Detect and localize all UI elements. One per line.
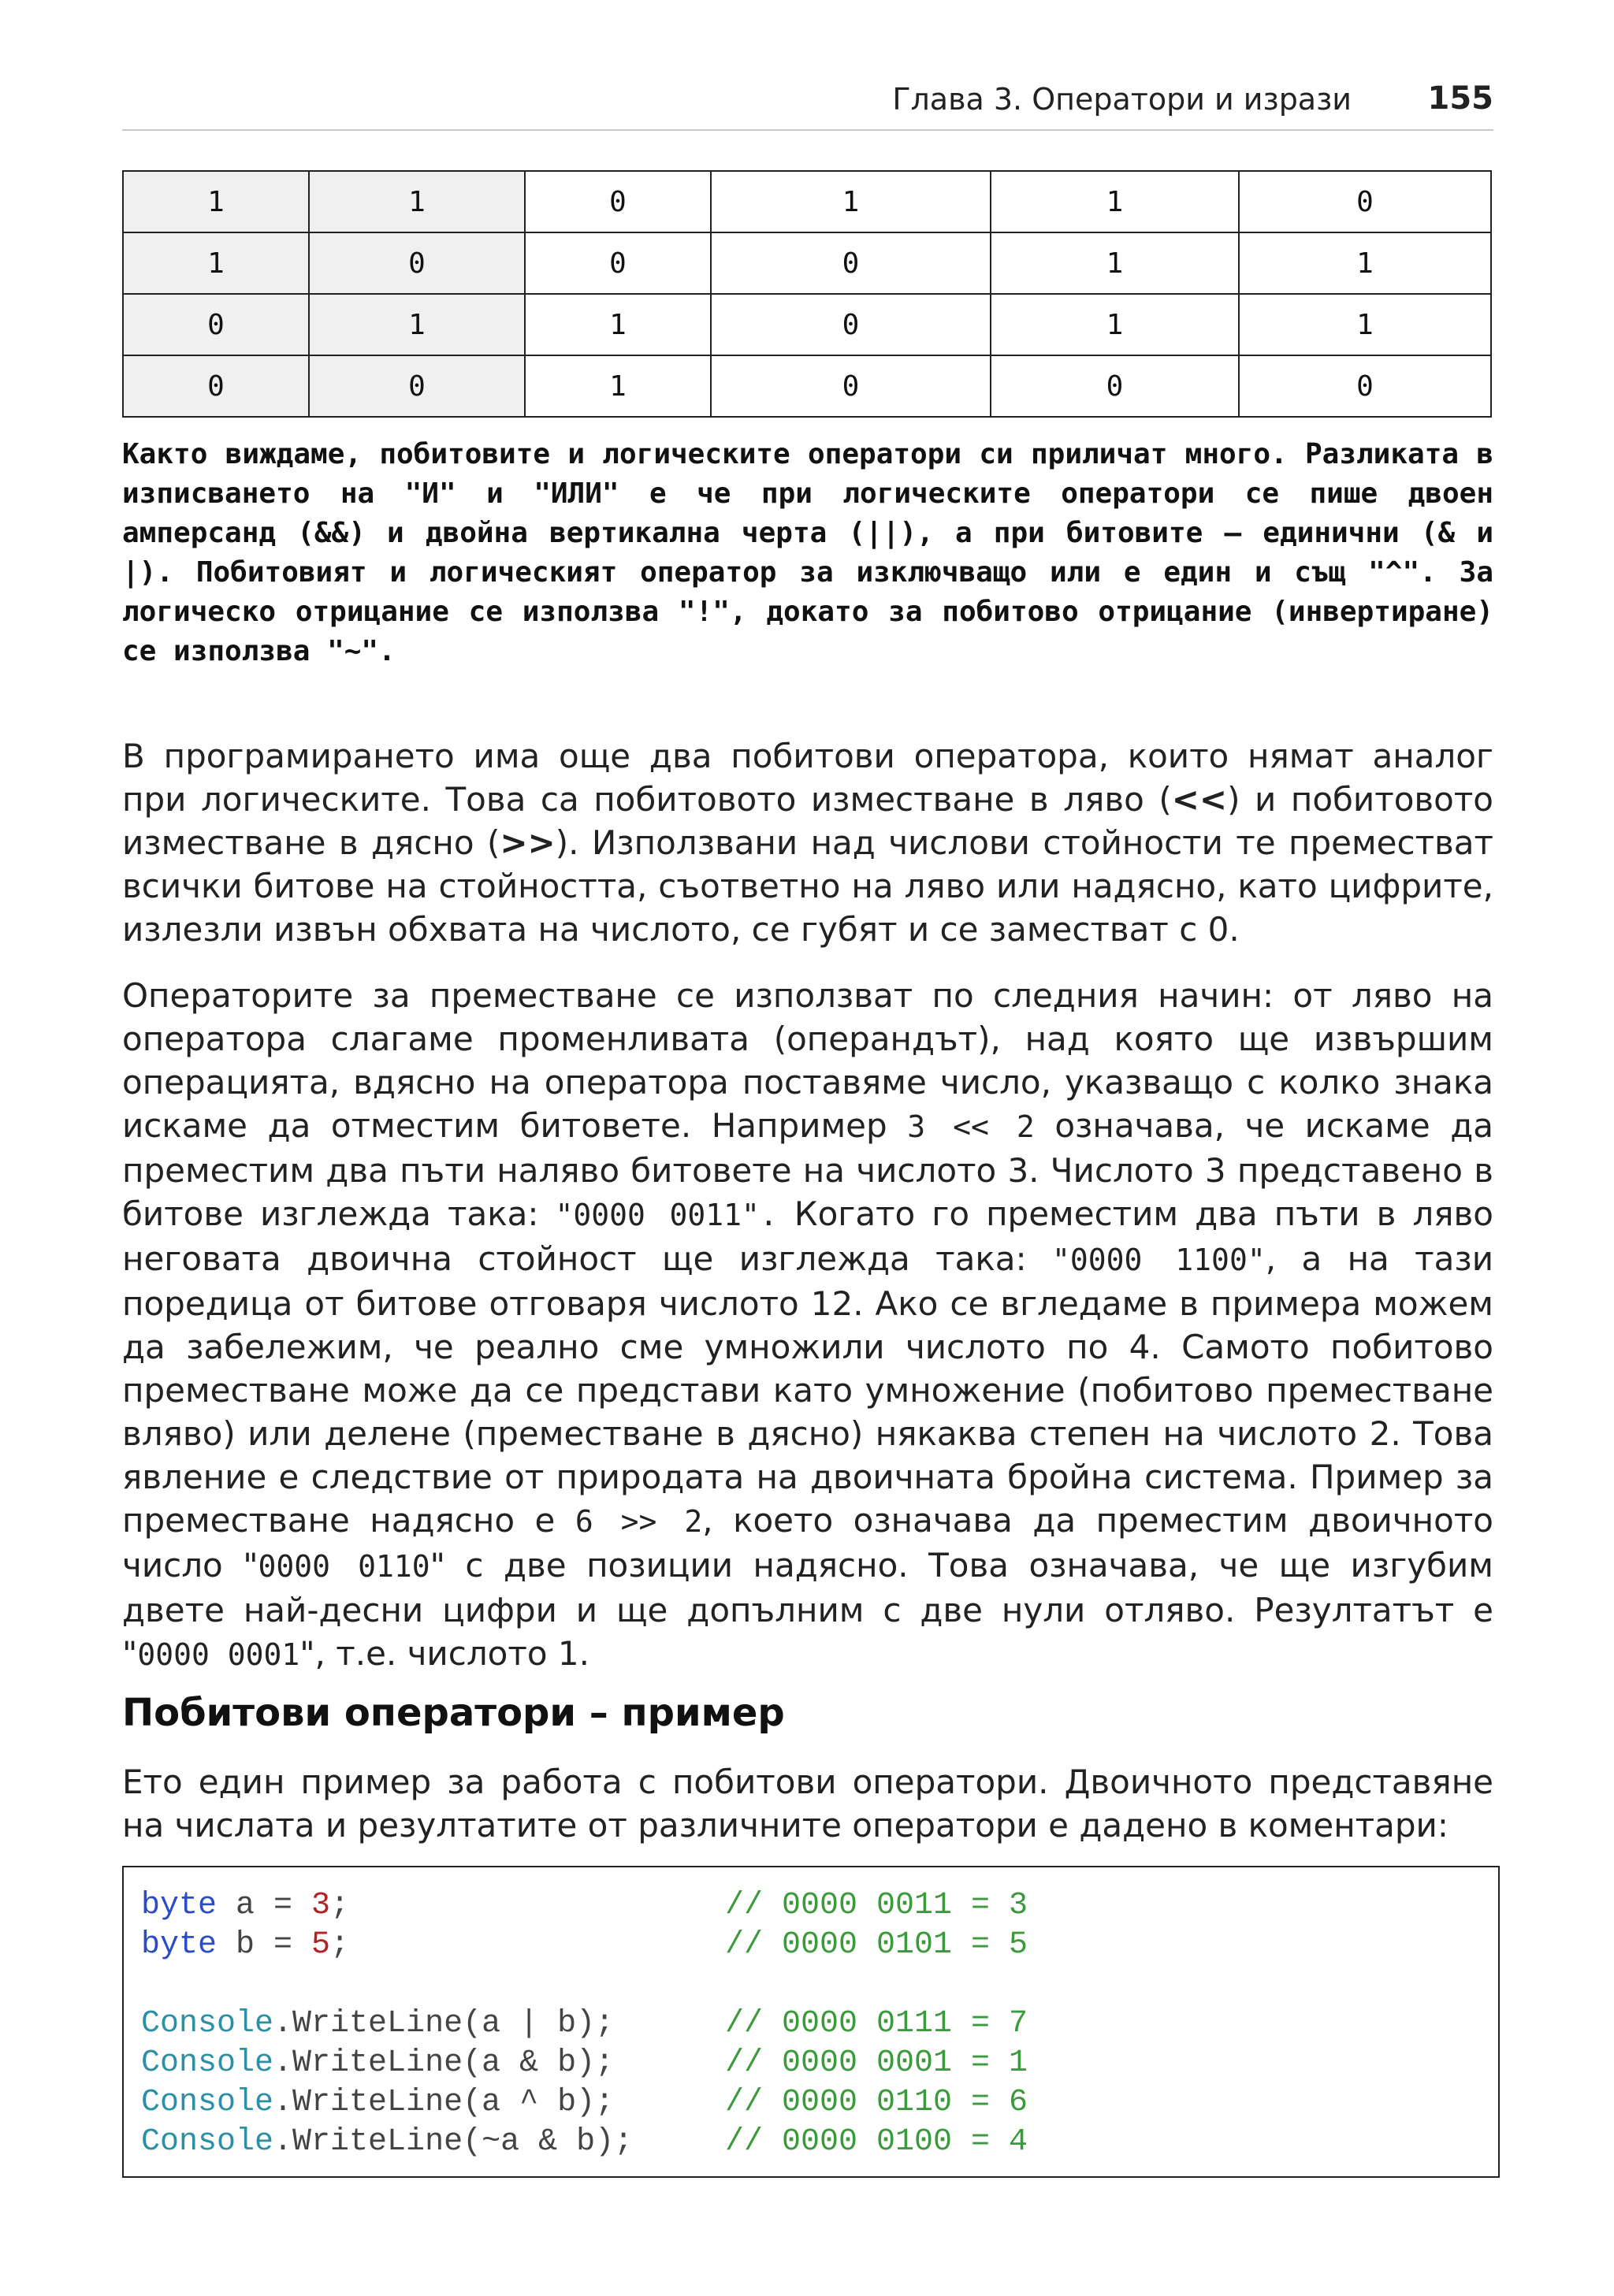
- table-cell: 0: [991, 355, 1239, 417]
- inline-code: "0000 1100": [1052, 1243, 1266, 1277]
- code-text: .WriteLine(a | b);: [273, 2006, 615, 2042]
- table-row: [123, 355, 1491, 417]
- class-name: Console: [141, 2085, 274, 2120]
- comparison-note: Както виждаме, побитовите и логическите оператори си приличат много. Разликата в изписването на "И" и "ИЛИ" е че при логическите оператори се пише двоен амперсанд (&&) и двойна вертикална черта (||), а при битовите – единични (& и |). Побитовият и логическият оператор за изключващо или е един и същ "^". За логическо отрицание се използва "!", докато за побитово отрицание (инвертиране) се използва "~".: [122, 438, 1493, 667]
- table-cell: 1: [123, 171, 309, 232]
- text-run: означава, че искаме да преместим два пъти наляво битовете на числото 3. Числото 3 представено в битове изглежда така:: [122, 1106, 1493, 1233]
- code-text: a =: [217, 1888, 312, 1923]
- class-name: Console: [141, 2124, 274, 2160]
- table-cell: 1: [309, 171, 525, 232]
- chapter-title: Глава 3. Оператори и изрази: [892, 82, 1352, 117]
- table-cell: 0: [309, 232, 525, 294]
- text-run: , а на тази поредица от битове отговаря числото 12. Ако се вгледаме в примера можем да забележим, че реално сме умножили числото по 4. Самото побитово преместване може да се представи като умножение (побитово преместване вляво) или делене (преместване в дясно) някаква степен на числото 2. Това явление е следствие от природата на двоичната бройна система. Пример за преместване надясно е: [122, 1239, 1493, 1540]
- text-run: Операторите за преместване се използват по следния начин: от ляво на оператора слагаме променливата (операндът), над която ще извършим операцията, вдясно на оператора поставяме число, указващо с колко знака искаме да отместим битовете. Например: [122, 976, 1493, 1145]
- number-literal: 3: [311, 1888, 331, 1923]
- class-name: Console: [141, 2006, 274, 2042]
- code-line: [141, 1886, 349, 1926]
- table-cell: 0: [309, 355, 525, 417]
- code-text: b =: [217, 1927, 312, 1963]
- class-name: Console: [141, 2045, 274, 2081]
- code-text: ;: [330, 1888, 350, 1923]
- code-listing: [122, 1866, 1500, 2178]
- operator-text: >>: [500, 823, 556, 862]
- inline-code: 3 << 2: [907, 1109, 1035, 1144]
- code-comment: // 0000 0011 = 3: [725, 1888, 1028, 1923]
- table-cell: 1: [711, 171, 991, 232]
- code-line: [141, 1926, 349, 1965]
- text-run: Когато го преместим два пъти в ляво неговата двоична стойност ще изглежда така:: [122, 1194, 1493, 1278]
- inline-code: "0000 0011".: [555, 1198, 778, 1232]
- text-run: , което означава да преместим двоичното число ": [122, 1501, 1493, 1585]
- keyword: byte: [141, 1927, 218, 1963]
- inline-code: 6 >> 2: [575, 1504, 703, 1539]
- table-cell: 0: [1239, 171, 1491, 232]
- text-run: В програмирането има още два побитови оператора, които нямат аналог при логическите. Това са побитовото изместване в ляво (: [122, 737, 1493, 819]
- table-cell: 0: [711, 232, 991, 294]
- text-run: " с две позиции надясно. Това означава, че ще изгубим двете най-десни цифри и ще допълним с две нули отляво. Резултатът е ": [122, 1546, 1493, 1673]
- table-cell: 0: [525, 171, 711, 232]
- code-line: [141, 2123, 633, 2162]
- text-run: ", т.е. числото 1.: [299, 1634, 589, 1673]
- operator-text: <<: [1171, 780, 1228, 819]
- section-heading: Побитови оператори – пример: [122, 1691, 785, 1735]
- code-text: ;: [330, 1927, 350, 1963]
- table-cell: 0: [525, 232, 711, 294]
- table-cell: 1: [525, 355, 711, 417]
- code-text: .WriteLine(~a & b);: [273, 2124, 634, 2160]
- code-line: [141, 2083, 614, 2123]
- code-line: [141, 2004, 614, 2044]
- table-cell: 1: [525, 294, 711, 355]
- code-comment: // 0000 0100 = 4: [725, 2124, 1028, 2160]
- table-cell: 0: [711, 355, 991, 417]
- code-comment: // 0000 0111 = 7: [725, 2006, 1028, 2042]
- table-cell: 0: [123, 294, 309, 355]
- code-comment: // 0000 0110 = 6: [725, 2085, 1028, 2120]
- table-cell: 0: [711, 294, 991, 355]
- text-run: ) и побитовото изместване в дясно (: [122, 780, 1494, 862]
- table-cell: 1: [991, 232, 1239, 294]
- table-cell: 1: [123, 232, 309, 294]
- code-text: .WriteLine(a & b);: [273, 2045, 615, 2081]
- text-run: ). Използвани над числови стойности те преместват всички битове на стойността, съответно на ляво или надясно, като цифрите, излезли извън обхвата на числото, се губят и се заместват с 0.: [122, 823, 1493, 949]
- keyword: byte: [141, 1888, 218, 1923]
- table-cell: 1: [309, 294, 525, 355]
- shift-usage-paragraph: [122, 974, 1493, 1677]
- number-literal: 5: [311, 1927, 331, 1963]
- inline-code: 0000 0110: [258, 1549, 430, 1584]
- code-text: .WriteLine(a ^ b);: [273, 2085, 615, 2120]
- code-comment: // 0000 0001 = 1: [725, 2045, 1028, 2081]
- table-cell: 0: [123, 355, 309, 417]
- code-line: [141, 2044, 614, 2083]
- table-row: [123, 294, 1491, 355]
- table-cell: 0: [1239, 355, 1491, 417]
- code-comment: // 0000 0101 = 5: [725, 1927, 1028, 1963]
- example-intro-paragraph: Ето един пример за работа с побитови оператори. Двоичното представяне на числата и резултатите от различните оператори е дадено в коментари:: [122, 1763, 1493, 1845]
- shift-operators-paragraph: [122, 734, 1493, 951]
- running-header: [122, 79, 1493, 131]
- table-cell: 1: [991, 294, 1239, 355]
- table-cell: 1: [1239, 294, 1491, 355]
- table-row: [123, 171, 1491, 232]
- inline-code: 0000 0001: [137, 1637, 300, 1672]
- table-cell: 1: [1239, 232, 1491, 294]
- page-number: 155: [1427, 80, 1493, 117]
- table-cell: 1: [991, 171, 1239, 232]
- truth-table: [122, 170, 1492, 418]
- table-row: [123, 232, 1491, 294]
